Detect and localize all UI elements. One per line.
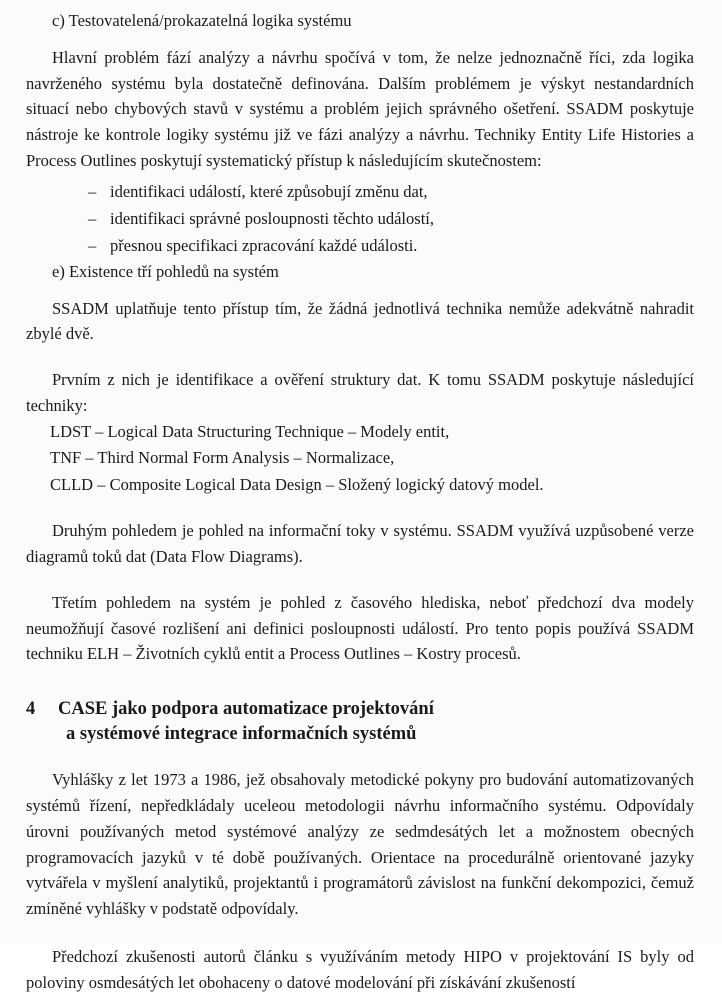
list-item: [26, 178, 694, 205]
paragraph-7: Předchozí zkušenosti autorů článku s využíváním metody HIPO v projektování IS byly od poloviny osmdesátých let obohaceny o datové modelování při získávání zkušeností: [26, 947, 694, 992]
list-item: TNF – Third Normal Form Analysis – Normalizace,: [50, 448, 395, 468]
term-list: [26, 419, 694, 499]
bullet-dash-icon: –: [88, 208, 97, 228]
list-item: [26, 232, 694, 259]
subsection-heading-c: c) Testovatelená/prokazatelná logika systému: [52, 11, 352, 30]
list-item: CLLD – Composite Logical Data Design – Složený logický datový model.: [50, 474, 544, 494]
section-title-line1: CASE jako podpora automatizace projektování: [58, 699, 434, 720]
bullet-dash-icon: –: [88, 235, 97, 255]
subsection-heading-e: e) Existence tří pohledů na systém: [52, 261, 279, 281]
document-body: [26, 8, 694, 996]
list-item: LDST – Logical Data Structuring Technique – Modely entit,: [50, 421, 450, 441]
paragraph-3: Prvním z nich je identifikace a ověření struktury dat. K tomu SSADM poskytuje následující techniky:: [26, 370, 694, 415]
list-item-label: identifikaci správné posloupnosti těchto událostí,: [110, 208, 434, 228]
bullet-dash-icon: –: [88, 181, 97, 201]
section-title: [58, 697, 694, 747]
section-title-line2: a systémové integrace informačních systémů: [66, 724, 417, 745]
section-heading-4: [26, 697, 694, 747]
paragraph-6: Vyhlášky z let 1973 a 1986, jež obsahovaly metodické pokyny pro budování automatizovaných systémů řízení, nepředkládaly uceleou metodologii návrhu informačního systému. Odpovídaly úrovni používaných metod systémové analýzy ze sedmdesátých let a možnostem obecných programovacích jazyků v té době používaných. Orientace na procedurálně orientované jazyky vytvářela v myšlení analytiků, projektantů i programátorů závislost na funkční dekompozici, čemuž zmíněné vyhlášky v podstatě odpovídaly.: [26, 770, 694, 919]
bullet-list: [26, 178, 694, 259]
section-number: 4: [26, 699, 36, 720]
list-item-label: přesnou specifikaci zpracování každé události.: [110, 235, 418, 255]
paragraph-2: SSADM uplatňuje tento přístup tím, že žádná jednotlivá technika nemůže adekvátně nahradit zbylé dvě.: [26, 298, 694, 344]
list-item-label: identifikaci událostí, které způsobují změnu dat,: [110, 181, 428, 201]
list-item: [26, 205, 694, 232]
paragraph-5: Třetím pohledem na systém je pohled z časového hlediska, neboť předchozí dva modely neumožňují časové rozlišení ani definici posloupnosti událostí. Pro tento popis používá SSADM techniku ELH – Životních cyklů entit a Process Outlines – Kostry procesů.: [26, 592, 694, 664]
paragraph-1: Hlavní problém fází analýzy a návrhu spočívá v tom, že nelze jednoznačně říci, zda logika navrženého systému byla dostatečně definována. Dalším problémem je výskyt nestandardních situací nebo chybových stavů v systému a problém jejich správného ošetření. SSADM poskytuje nástroje ke kontrole logiky systému již ve fázi analýzy a návrhu. Techniky Entity Life Histories a Process Outlines poskytují systematický přístup k následujícím skutečnostem:: [26, 47, 694, 170]
paragraph-4: Druhým pohledem je pohled na informační toky v systému. SSADM využívá uzpůsobené verze diagramů toků dat (Data Flow Diagrams).: [26, 521, 694, 567]
